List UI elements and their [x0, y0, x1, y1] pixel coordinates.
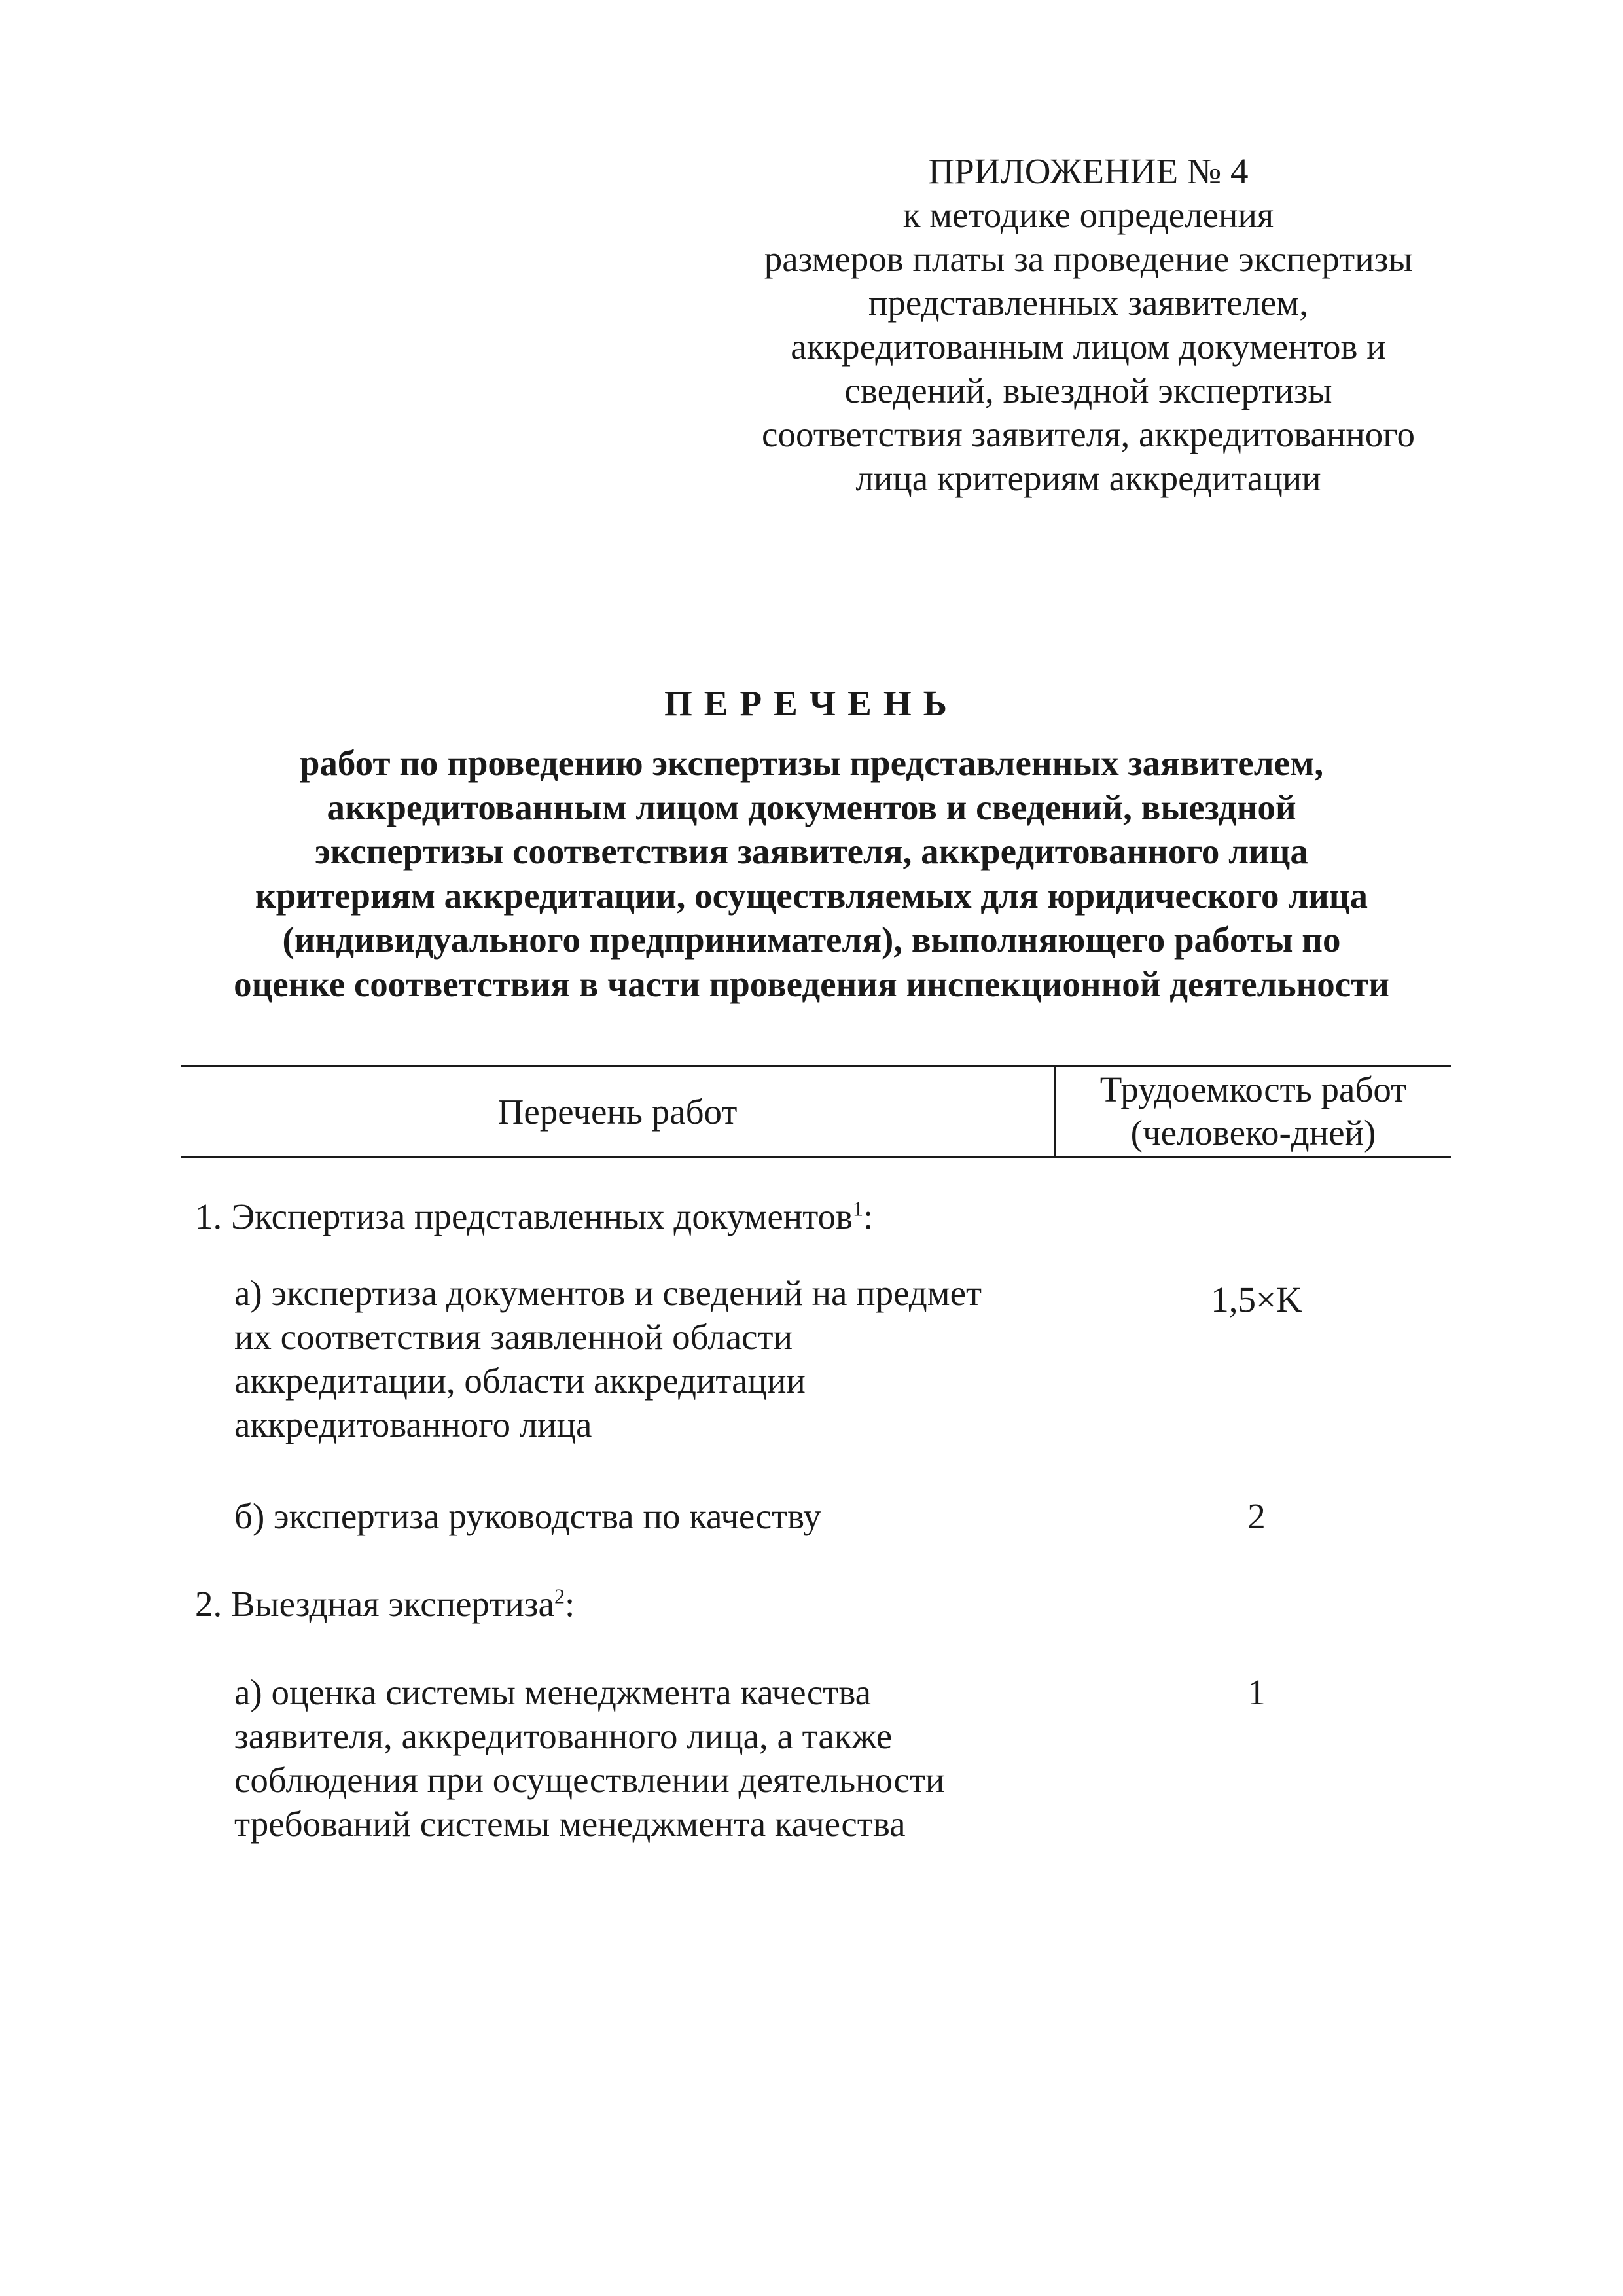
appendix-line: представленных заявителем,: [868, 283, 1308, 323]
column-header-labor-unit: (человеко-дней): [1130, 1113, 1376, 1153]
subtitle-line: аккредитованным лицом документов и сведений, выездной: [327, 787, 1296, 827]
appendix-line: сведений, выездной экспертизы: [844, 370, 1332, 410]
row-line: их соответствия заявленной области: [234, 1317, 793, 1357]
row-line: а) оценка системы менеджмента качества: [234, 1672, 872, 1712]
labor-value: 1,5×K: [1211, 1280, 1302, 1319]
subtitle-line: (индивидуального предпринимателя), выполняющего работы по: [282, 920, 1341, 960]
subtitle-line: оценке соответствия в части проведения инспекционной деятельности: [234, 963, 1389, 1004]
appendix-line: аккредитованным лицом документов и: [791, 327, 1386, 367]
row-line: заявителя, аккредитованного лица, а также: [234, 1716, 893, 1756]
row-line: соблюдения при осуществлении деятельности: [234, 1760, 945, 1800]
subtitle-line: экспертизы соответствия заявителя, аккредитованного лица: [315, 831, 1308, 871]
section-heading: [195, 1194, 873, 1238]
section-heading: [195, 1582, 575, 1626]
appendix-header: [725, 149, 1452, 500]
subtitle-line: работ по проведению экспертизы представленных заявителем,: [299, 743, 1324, 783]
section-title: 2. Выездная экспертиза: [195, 1584, 554, 1624]
section-suffix: :: [863, 1196, 874, 1236]
table-row-text: [234, 1271, 1059, 1446]
row-line: б) экспертиза руководства по качеству: [234, 1496, 821, 1536]
document-subtitle: [131, 741, 1492, 1006]
appendix-line: к методике определения: [902, 195, 1274, 235]
row-line: а) экспертиза документов и сведений на предмет: [234, 1273, 982, 1313]
row-line: требований системы менеджмента качества: [234, 1804, 906, 1844]
table-row-text: [234, 1670, 1059, 1846]
subtitle-line: критериям аккредитации, осуществляемых для юридического лица: [255, 875, 1368, 916]
labor-value: 1: [1247, 1672, 1266, 1712]
column-header-works: Перечень работ: [181, 1067, 1056, 1156]
footnote-marker: 1: [853, 1196, 863, 1221]
footnote-marker: 2: [554, 1584, 565, 1608]
section-suffix: :: [564, 1584, 575, 1624]
table-row-text: [234, 1494, 1059, 1538]
appendix-line: соответствия заявителя, аккредитованного: [762, 414, 1415, 454]
appendix-line: лица критериям аккредитации: [855, 458, 1321, 498]
row-line: аккредитации, области аккредитации: [234, 1361, 806, 1401]
section-title: 1. Экспертиза представленных документов: [195, 1196, 853, 1236]
labor-value: 2: [1247, 1496, 1266, 1536]
appendix-line: размеров платы за проведение экспертизы: [764, 239, 1413, 279]
column-header-labor-line: Трудоемкость работ: [1099, 1069, 1407, 1109]
document-title: ПЕРЕЧЕНЬ: [664, 683, 959, 723]
table-header: [181, 1065, 1451, 1158]
appendix-number: ПРИЛОЖЕНИЕ № 4: [928, 151, 1249, 191]
row-line: аккредитованного лица: [234, 1405, 592, 1444]
column-header-labor: [1056, 1067, 1451, 1156]
